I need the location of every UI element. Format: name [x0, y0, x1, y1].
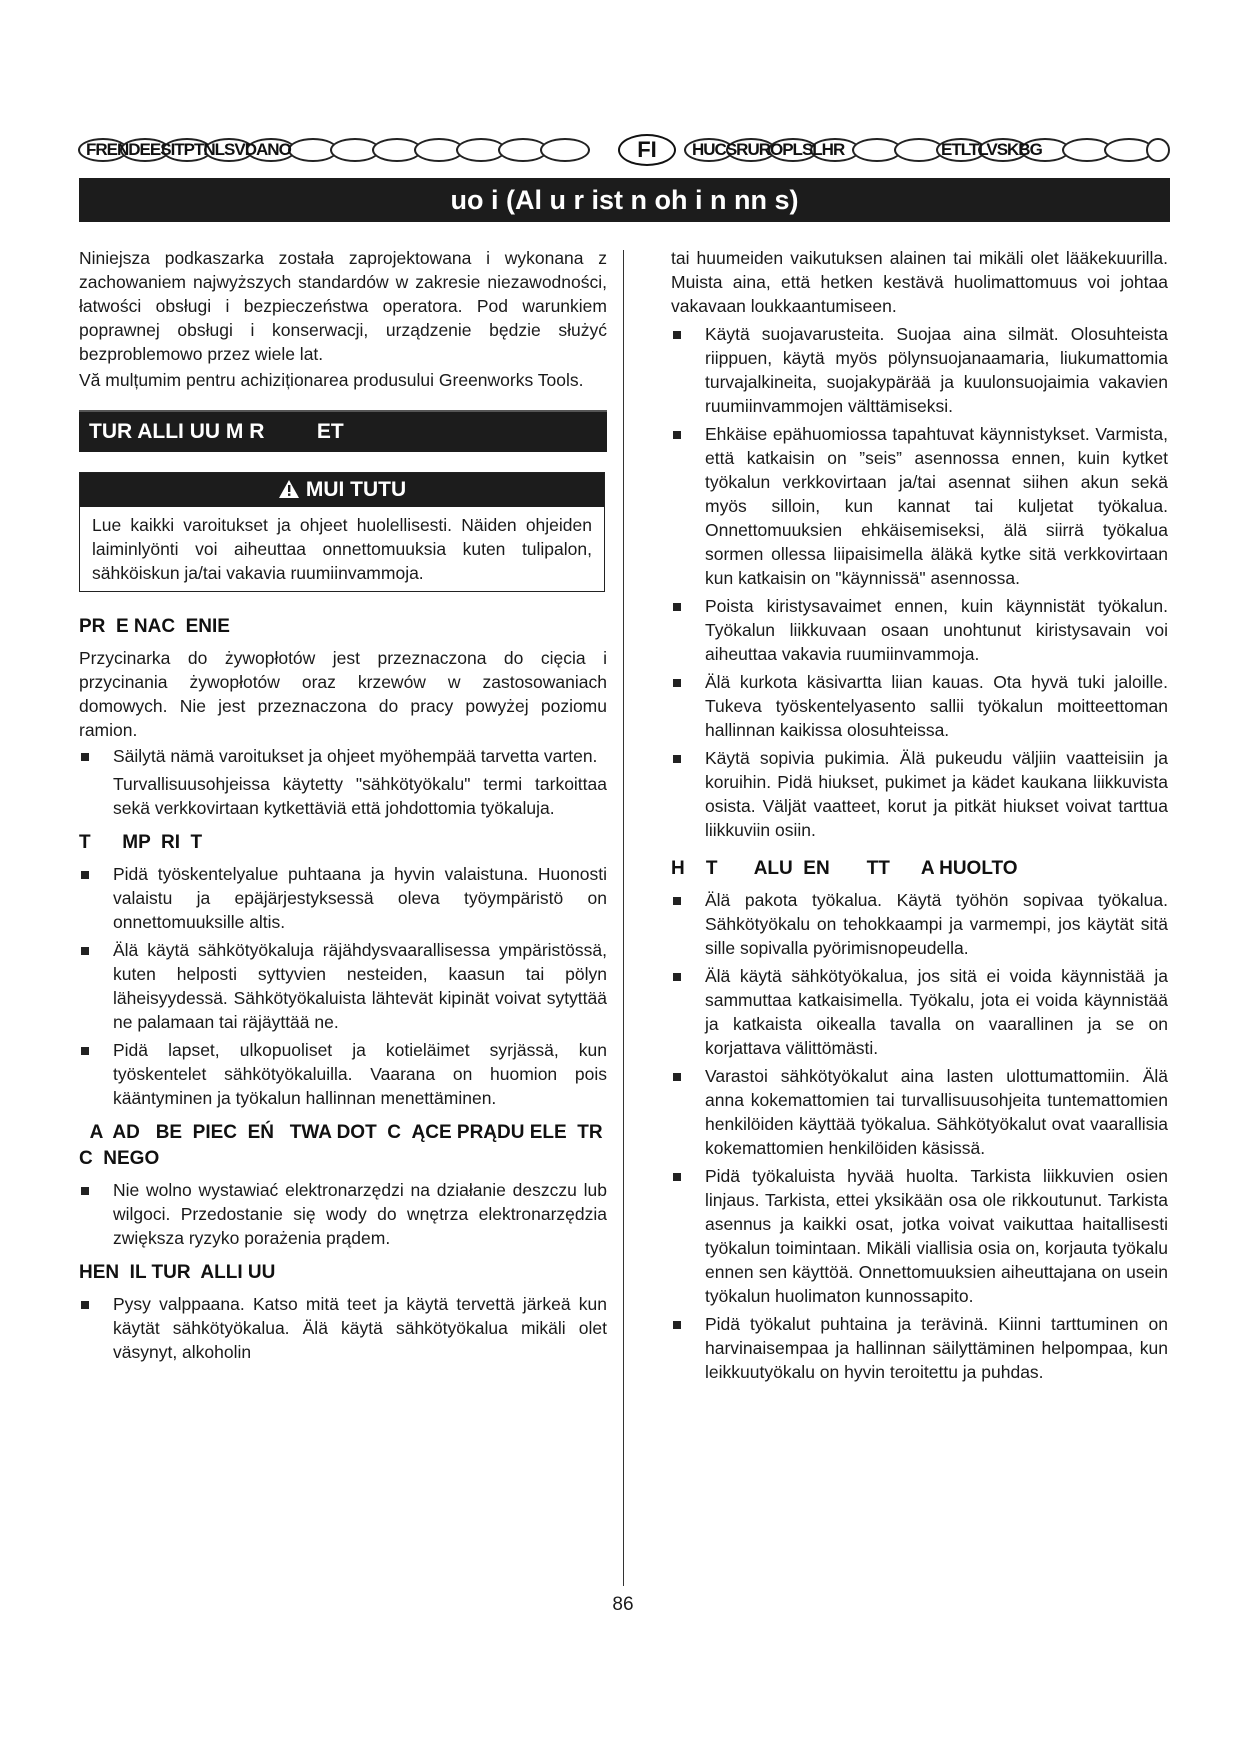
language-tab-row	[78, 136, 1170, 166]
list-item-text: Nie wolno wystawiać elektronarzędzi na działanie deszczu lub wilgoci. Przedostanie się wody do wnętrza elektronarzędzia zwiększa ryzyko porażenia prądem.	[113, 1180, 607, 1248]
lang-tabs-group-3[interactable]: ETLTLVSKBG	[941, 140, 1042, 159]
lang-tabs-group-1[interactable]: FRENDEESITPTNLSVDANO	[86, 140, 291, 159]
bullet-square-icon	[81, 871, 89, 879]
list-item	[671, 964, 1168, 1060]
list-item-text: Älä käytä sähkötyökalua, jos sitä ei voida käynnistää ja sammuttaa katkaisimella. Työkalu, jota ei voida käynnistää ja katkaista oikealla tavalla on vaarallinen ja se on korjattava välittömästi.	[705, 966, 1168, 1058]
bullet-square-icon	[81, 1047, 89, 1055]
bullet-square-icon	[673, 1321, 681, 1329]
left-column	[79, 246, 614, 1368]
list-item-text: Pidä työkalut puhtaina ja terävinä. Kiinni tarttuminen on harvinaisempaa ja hallinnan säilyttäminen helpompaa, kun leikkuutyökalu on hyvin teroitettu ja puhdas.	[705, 1314, 1168, 1382]
warning-title: MUI TUTU	[305, 478, 407, 501]
list-item	[671, 670, 1168, 742]
list-item-text: Älä käytä sähkötyökaluja räjähdysvaarallisessa ympäristössä, kuten helposti syttyvien nesteiden, kaasun tai pölyn läheisyydessä. Sähkötyökaluista lähtevät kipinät voivat sytyttää ne palamaan tai räjäyttää ne.	[113, 940, 607, 1032]
list-item	[79, 744, 607, 768]
electrical-safety-list	[79, 1178, 607, 1250]
lang-tab-oval[interactable]	[540, 138, 590, 162]
tool-use-care-list	[671, 888, 1168, 1384]
list-item-text: Älä pakota työkalua. Käytä työhön sopivaa työkalua. Sähkötyökalu on tehokkaampi ja varmempi, jos käytät sitä sille sopivalla pyörimisnopeudella.	[705, 890, 1168, 958]
warning-header	[80, 473, 604, 507]
list-item-text: Säilytä nämä varoitukset ja ohjeet myöhempää tarvetta varten.	[113, 746, 598, 766]
list-item-text: Pidä työkaluista hyvää huolta. Tarkista liikkuvien osien linjaus. Tarkista, ettei yksikään osa ole rikkoutunut. Tarkista asennus ja kaikki osat, jotka voivat vaikuttaa haitallisesti työkalun toimintaan. Mikäli viallisia osia on, korjauta työkalu ennen sen käyttöä. Onnettomuuksien aiheuttajana on usein työkalun huolimaton kunnossapito.	[705, 1166, 1168, 1306]
power-tool-note: Turvallisuusohjeissa käytetty "sähkötyökalu" termi tarkoittaa sekä verkkovirtaan kytkettäviä että johdottomia työkaluja.	[113, 774, 607, 818]
list-item	[671, 1312, 1168, 1384]
warning-text: Lue kaikki varoitukset ja ohjeet huolellisesti. Näiden ohjeiden laiminlyönti voi aiheuttaa onnettomuuksia kuten tulipalon, sähköiskun ja/tai vakavia ruumiinvammoja.	[92, 515, 592, 583]
warning-triangle-icon	[278, 476, 300, 510]
heading-work-area: T MP RI T	[79, 832, 203, 853]
list-item	[79, 1178, 607, 1250]
list-item	[671, 594, 1168, 666]
list-item-text: Käytä sopivia pukimia. Älä pukeudu väljiin vaatteisiin ja koruihin. Pidä hiukset, pukimet ja kädet kaukana liikkuvista osista. Väljät vaatteet, korut ja pitkät hiukset voivat tarttua liikkuviin osiin.	[705, 748, 1168, 840]
bullet-square-icon	[673, 1073, 681, 1081]
bullet-square-icon	[81, 1187, 89, 1195]
lang-tab-oval[interactable]	[1146, 138, 1170, 162]
bullet-square-icon	[673, 1173, 681, 1181]
lang-tab-active[interactable]: FI	[618, 134, 676, 166]
bullet-square-icon	[673, 603, 681, 611]
bullet-square-icon	[673, 973, 681, 981]
list-item	[79, 938, 607, 1034]
bullet-square-icon	[81, 753, 89, 761]
right-column	[671, 246, 1168, 1388]
intended-use-text: Przycinarka do żywopłotów jest przeznaczona do cięcia i przycinania żywopłotów oraz krzewów w zastosowaniach domowych. Nie jest przeznaczona do pracy powyżej poziomu ramion.	[79, 648, 607, 740]
heading-electrical-safety: A AD BE PIEC EŃ TWA DOT C ĄCE PRĄDU ELE TR C NEGO	[79, 1122, 614, 1169]
page-title: uo i (Al u r ist n oh i n nn s)	[79, 178, 1170, 222]
list-item	[79, 1292, 607, 1364]
section-heading-safety: TUR ALLI UU M R ET	[79, 410, 607, 452]
bullet-square-icon	[673, 897, 681, 905]
column-divider	[623, 250, 624, 1586]
bullet-square-icon	[673, 431, 681, 439]
list-item	[671, 322, 1168, 418]
list-item	[671, 1164, 1168, 1308]
page-number: 86	[612, 1594, 634, 1615]
personal-safety-list-continued	[671, 322, 1168, 842]
bullet-square-icon	[673, 679, 681, 687]
bullet-square-icon	[81, 947, 89, 955]
warning-box	[79, 472, 605, 592]
intro-romanian: Vă mulțumim pentru achiziționarea produsului Greenworks Tools.	[79, 370, 584, 390]
list-item	[79, 1038, 607, 1110]
heading-intended-use: PR E NAC ENIE	[79, 616, 230, 637]
bullet-square-icon	[81, 1301, 89, 1309]
list-item-text: Poista kiristysavaimet ennen, kuin käynnistät työkalun. Työkalun liikkuvaan osaan unohtunut kiristysavain voi aiheuttaa vakavia ruumiinvammoja.	[705, 596, 1168, 664]
list-item-text: Pidä lapset, ulkopuoliset ja kotieläimet syrjässä, kun työskentelet sähkötyökaluilla. Vaarana on huomion pois kääntyminen ja työkalun hallinnan menettäminen.	[113, 1040, 607, 1108]
list-item-text: Pysy valppaana. Katso mitä teet ja käytä tervettä järkeä kun käytät sähkötyökalua. Älä käytä sähkötyökalua mikäli olet väsynyt, alkoholin	[113, 1294, 607, 1362]
list-item	[671, 746, 1168, 842]
lang-tabs-group-2[interactable]: HUCSRUROPLSLHR	[692, 140, 845, 159]
heading-personal-safety: HEN IL TUR ALLI UU	[79, 1262, 276, 1283]
list-item-text: Pidä työskentelyalue puhtaana ja hyvin valaistuna. Huonosti valaistu ja epäjärjestyksessä oleva työympäristö on onnettomuuksille altis.	[113, 864, 607, 932]
heading-tool-use-care: H T ALU EN TT A HUOLTO	[671, 858, 1018, 879]
work-area-list	[79, 862, 607, 1110]
list-item	[79, 862, 607, 934]
personal-safety-continued: tai huumeiden vaikutuksen alainen tai mikäli olet lääkekuurilla. Muista aina, että hetken kestävä huolimattomuus voi johtaa vakavaan loukkaantumiseen.	[671, 248, 1168, 316]
list-item-text: Varastoi sähkötyökalut aina lasten ulottumattomiin. Älä anna kokemattomien tai turvallisuusohjeita tuntemattomien henkilöiden käyttää työkalua. Sähkötyökalut ovat vaarallisia kokemattomien henkilöiden käsissä.	[705, 1066, 1168, 1158]
personal-safety-list	[79, 1292, 607, 1364]
list-item	[671, 1064, 1168, 1160]
list-item	[671, 422, 1168, 590]
list-item	[671, 888, 1168, 960]
list-item-text: Käytä suojavarusteita. Suojaa aina silmät. Olosuhteista riippuen, käytä myös pölynsuojanaamaria, liukumattomia turvajalkineita, suojakypärää ja kuulonsuojaimia vakavien ruumiinvammojen välttämiseksi.	[705, 324, 1168, 416]
list-item-text: Ehkäise epähuomiossa tapahtuvat käynnistykset. Varmista, että katkaisin on ”seis” asennossa ennen, kuin kytket työkalun verkkovirtaan ja/tai asennat siihen akun sekä myös silloin, kun kannat tai kuljetat työkalua. Onnettomuuksien ehkäisemiseksi, älä siirrä työkalua sormen ollessa liipaisimella äläkä kytke sitä verkkovirtaan kun katkaisin on "käynnissä" asennossa.	[705, 424, 1168, 588]
list-item-text: Älä kurkota käsivartta liian kauas. Ota hyvä tuki jaloille. Tukeva työskentelyasento sallii työkalun moitteettoman hallinnan kaikissa olosuhteissa.	[705, 672, 1168, 740]
bullet-square-icon	[673, 755, 681, 763]
intended-use-list	[79, 744, 607, 768]
bullet-square-icon	[673, 331, 681, 339]
intro-polish: Niniejsza podkaszarka została zaprojektowana i wykonana z zachowaniem najwyższych standardów w zakresie niezawodności, łatwości obsługi i bezpieczeństwa operatora. Pod warunkiem poprawnej obsługi i konserwacji, urządzenie będzie służyć bezproblemowo przez wiele lat.	[79, 248, 607, 364]
